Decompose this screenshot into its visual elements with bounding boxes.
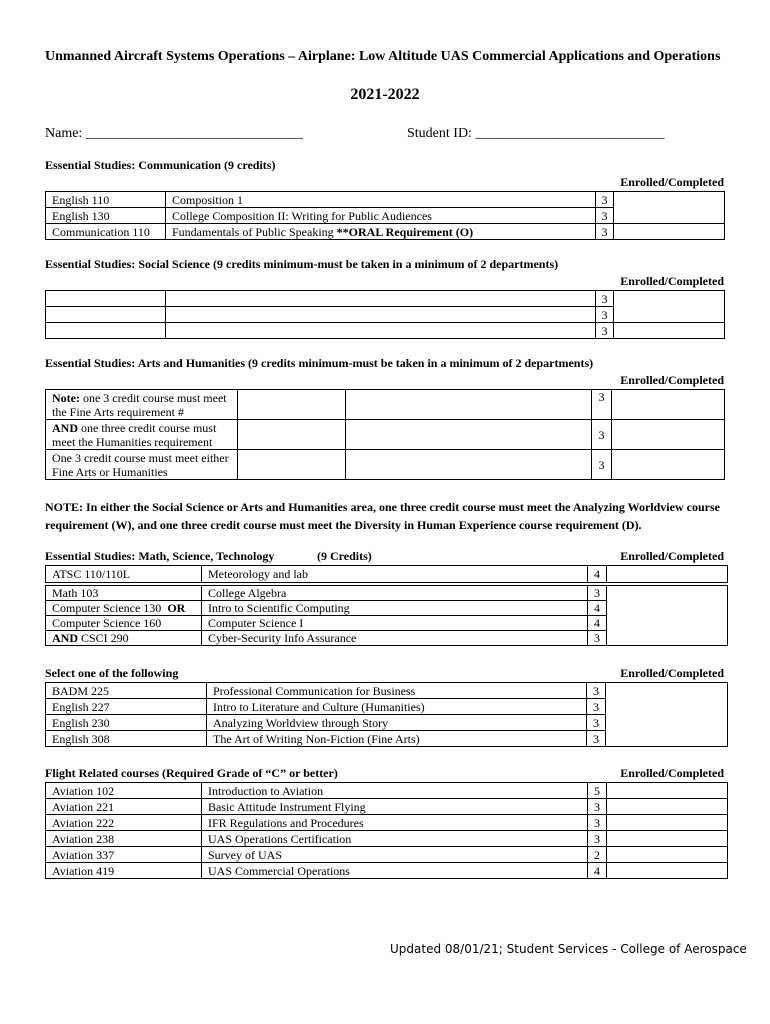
credits: 3	[588, 631, 607, 646]
table-row	[46, 323, 725, 339]
course-title: UAS Commercial Operations	[202, 863, 588, 879]
enrolled-cell[interactable]	[607, 863, 728, 879]
academic-year: 2021-2022	[350, 86, 420, 103]
table-row	[46, 420, 725, 450]
enrolled-cell[interactable]	[607, 783, 728, 799]
course-code: Aviation 221	[46, 799, 202, 815]
course-title: Survey of UAS	[202, 847, 588, 863]
credits: 4	[588, 601, 607, 616]
credits: 3	[588, 586, 607, 601]
course-title-blank[interactable]	[346, 420, 592, 450]
student-id-field-label: Student ID: ___________________________	[407, 126, 665, 141]
enrolled-cell[interactable]	[607, 566, 728, 583]
course-code-blank[interactable]	[238, 390, 346, 420]
worldview-diversity-note: NOTE: In either the Social Science or Arts and Humanities area, one three credit course must meet the Analyzing Worldview course requirement (W), and one three credit course must meet the Diversity in Human Experience course requirement (D).	[45, 500, 720, 532]
course-title: The Art of Writing Non-Fiction (Fine Arts)	[207, 731, 587, 747]
course-code-text: CSCI 290	[78, 631, 129, 645]
course-code-blank[interactable]	[238, 420, 346, 450]
communication-enrolled-label: Enrolled/Completed	[620, 175, 724, 189]
arts-enrolled-label: Enrolled/Completed	[620, 373, 724, 387]
and-label: AND	[52, 631, 78, 645]
note-text: one 3 credit course must meet the Fine Arts requirement #	[52, 390, 227, 419]
table-row	[46, 863, 728, 879]
course-title	[166, 224, 596, 240]
document-title: Unmanned Aircraft Systems Operations – Airplane: Low Altitude UAS Commercial Applications and Operations	[45, 49, 721, 64]
enrolled-cell[interactable]	[612, 450, 725, 480]
course-code: Aviation 222	[46, 815, 202, 831]
credits: 4	[588, 863, 607, 879]
course-title: Basic Attitude Instrument Flying	[202, 799, 588, 815]
table-row	[46, 566, 728, 583]
enrolled-cell[interactable]	[607, 799, 728, 815]
credits: 3	[588, 799, 607, 815]
course-title-blank[interactable]	[166, 307, 596, 323]
credits: 3	[588, 815, 607, 831]
note-text: One 3 credit course must meet either Fine Arts or Humanities	[52, 450, 229, 479]
table-row	[46, 831, 728, 847]
note-label: Note:	[52, 390, 80, 405]
course-title-text: Fundamentals of Public Speaking	[172, 224, 337, 239]
credits: 4	[588, 616, 607, 631]
course-title: Professional Communication for Business	[207, 683, 587, 699]
enrolled-cell[interactable]	[607, 586, 728, 646]
course-title: Meteorology and lab	[202, 566, 588, 583]
select-one-table	[45, 682, 728, 747]
and-label: AND	[52, 420, 78, 435]
course-title: Introduction to Aviation	[202, 783, 588, 799]
enrolled-cell[interactable]	[607, 831, 728, 847]
math-options-table	[45, 585, 728, 646]
table-row	[46, 847, 728, 863]
course-code-blank[interactable]	[46, 291, 166, 307]
course-title: College Algebra	[202, 586, 588, 601]
table-row	[46, 450, 725, 480]
math-first-table	[45, 565, 728, 583]
course-code: Computer Science 160	[46, 616, 202, 631]
course-code: English 110	[46, 192, 166, 208]
credits: 3	[592, 390, 612, 420]
credits: 4	[588, 566, 607, 583]
social-enrolled-label: Enrolled/Completed	[620, 274, 724, 288]
table-row	[46, 683, 728, 699]
credits: 3	[596, 323, 614, 339]
course-code: English 130	[46, 208, 166, 224]
course-title: Cyber-Security Info Assurance	[202, 631, 588, 646]
oral-requirement: **ORAL Requirement (O)	[336, 224, 474, 239]
social-science-heading: Essential Studies: Social Science (9 credits minimum-must be taken in a minimum of 2 departments)	[45, 257, 559, 271]
credits: 3	[587, 715, 606, 731]
credits: 3	[587, 699, 606, 715]
enrolled-cell[interactable]	[614, 192, 725, 224]
enrolled-cell[interactable]	[614, 224, 725, 240]
course-code: BADM 225	[46, 683, 207, 699]
course-code-blank[interactable]	[46, 323, 166, 339]
credits: 3	[596, 192, 614, 208]
footer-updated: Updated 08/01/21; Student Services - College of Aerospace	[390, 942, 747, 956]
credits: 3	[596, 224, 614, 240]
credits: 3	[596, 291, 614, 307]
table-row	[46, 291, 725, 307]
course-title-blank[interactable]	[346, 390, 592, 420]
social-science-table	[45, 290, 725, 339]
requirement-note	[46, 450, 238, 480]
enrolled-cell[interactable]	[614, 291, 725, 323]
communication-heading: Essential Studies: Communication (9 credits)	[45, 158, 276, 172]
course-code	[46, 601, 202, 616]
credits: 3	[587, 683, 606, 699]
course-code: English 230	[46, 715, 207, 731]
table-row	[46, 815, 728, 831]
math-science-credits: (9 Credits)	[317, 549, 372, 563]
course-code: Math 103	[46, 586, 202, 601]
credits: 5	[588, 783, 607, 799]
course-title-blank[interactable]	[346, 450, 592, 480]
enrolled-cell[interactable]	[606, 683, 728, 747]
select-one-heading: Select one of the following	[45, 666, 179, 680]
credits: 3	[596, 208, 614, 224]
credits: 3	[587, 731, 606, 747]
flight-enrolled-label: Enrolled/Completed	[620, 766, 724, 780]
or-label: OR	[167, 601, 186, 615]
credits: 3	[596, 307, 614, 323]
credits: 2	[588, 847, 607, 863]
enrolled-cell[interactable]	[607, 815, 728, 831]
credits: 3	[592, 450, 612, 480]
course-code: English 308	[46, 731, 207, 747]
course-code-blank[interactable]	[46, 307, 166, 323]
communication-table	[45, 191, 725, 240]
course-title-blank[interactable]	[166, 291, 596, 307]
course-code	[46, 631, 202, 646]
course-code: Aviation 337	[46, 847, 202, 863]
select-enrolled-label: Enrolled/Completed	[620, 666, 724, 680]
table-row	[46, 192, 725, 208]
course-title: Composition 1	[166, 192, 596, 208]
course-code: Aviation 238	[46, 831, 202, 847]
table-row	[46, 783, 728, 799]
enrolled-cell[interactable]	[612, 420, 725, 450]
course-title: IFR Regulations and Procedures	[202, 815, 588, 831]
arts-humanities-table	[45, 389, 725, 480]
credits: 3	[592, 420, 612, 450]
course-title-blank[interactable]	[166, 323, 596, 339]
course-code: Aviation 102	[46, 783, 202, 799]
course-title: College Composition II: Writing for Public Audiences	[166, 208, 596, 224]
course-title: Computer Science I	[202, 616, 588, 631]
requirement-note	[46, 390, 238, 420]
table-row	[46, 224, 725, 240]
enrolled-cell[interactable]	[612, 390, 725, 420]
course-code: ATSC 110/110L	[46, 566, 202, 583]
course-title: Analyzing Worldview through Story	[207, 715, 587, 731]
math-science-heading: Essential Studies: Math, Science, Technology	[45, 549, 275, 563]
name-field-label: Name: _______________________________	[45, 126, 303, 141]
course-code: Aviation 419	[46, 863, 202, 879]
credits: 3	[588, 831, 607, 847]
note-text: one three credit course must meet the Humanities requirement	[52, 420, 217, 449]
table-row	[46, 390, 725, 420]
course-title: Intro to Literature and Culture (Humanities)	[207, 699, 587, 715]
course-code: English 227	[46, 699, 207, 715]
math-enrolled-label: Enrolled/Completed	[620, 549, 724, 563]
course-code-text: Computer Science 130	[52, 601, 168, 615]
course-code-blank[interactable]	[238, 450, 346, 480]
enrolled-cell[interactable]	[607, 847, 728, 863]
flight-related-table	[45, 782, 728, 879]
flight-related-heading: Flight Related courses (Required Grade of “C” or better)	[45, 766, 338, 780]
table-row	[46, 799, 728, 815]
requirement-note	[46, 420, 238, 450]
enrolled-cell[interactable]	[614, 323, 725, 339]
arts-humanities-heading: Essential Studies: Arts and Humanities (9 credits minimum-must be taken in a minimum of 2 departments)	[45, 356, 594, 370]
course-title: UAS Operations Certification	[202, 831, 588, 847]
table-row	[46, 586, 728, 601]
course-code: Communication 110	[46, 224, 166, 240]
course-title: Intro to Scientific Computing	[202, 601, 588, 616]
